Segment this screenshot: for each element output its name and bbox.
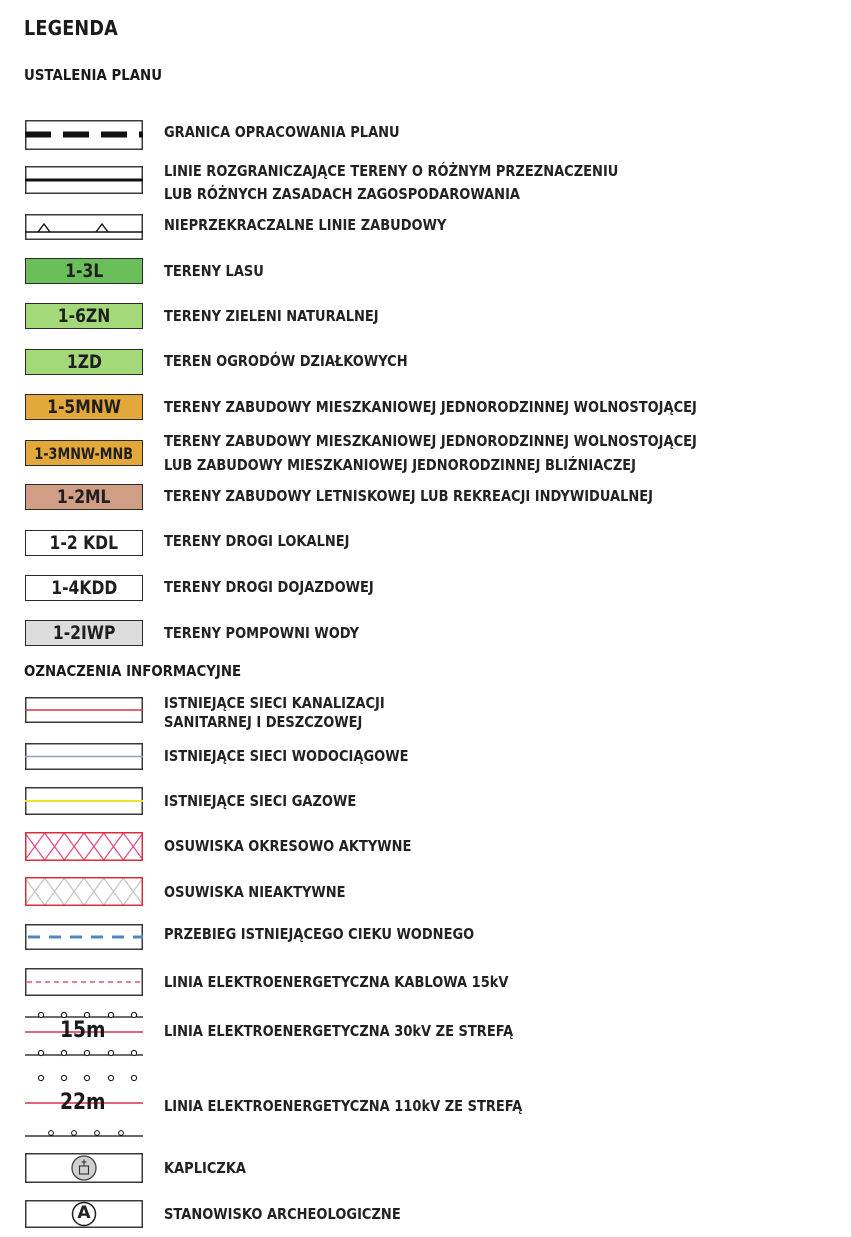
code-box-forest: [25, 258, 143, 284]
label-access-road: TERENY DROGI DOJAZDOWEJ: [164, 578, 374, 596]
gas-network-symbol: [25, 787, 143, 815]
code-box-local-road: [25, 530, 143, 556]
label-gas: ISTNIEJĄCE SIECI GAZOWE: [164, 792, 357, 810]
label-residential: TERENY ZABUDOWY MIESZKANIOWEJ JEDNORODZINNEJ WOLNOSTOJĄCEJ: [164, 398, 697, 416]
label-archaeological-site: STANOWISKO ARCHEOLOGICZNE: [164, 1205, 401, 1223]
water-network-symbol: [25, 743, 143, 770]
label-landslide-inactive: OSUWISKA NIEAKTYWNE: [164, 883, 346, 901]
label-power-30kv: LINIA ELEKTROENERGETYCZNA 30kV ZE STREFĄ: [164, 1022, 514, 1040]
building-lines-symbol: [25, 214, 143, 240]
code-box-residential: [25, 394, 143, 420]
code-box-residential-mixed: [25, 440, 143, 466]
label-sewer-1: ISTNIEJĄCE SIECI KANALIZACJI: [164, 694, 385, 712]
label-summer: TERENY ZABUDOWY LETNISKOWEJ LUB REKREACJI INDYWIDUALNEJ: [164, 487, 654, 505]
dividing-lines-symbol: [25, 166, 143, 194]
code-residential-mixed: 1-3MNW-MNB: [34, 443, 134, 463]
code-residential: 1-5MNW: [47, 396, 121, 418]
label-stream: PRZEBIEG ISTNIEJĄCEGO CIEKU WODNEGO: [164, 925, 475, 943]
code-box-natural-green: [25, 303, 143, 329]
label-residential-mixed-1: TERENY ZABUDOWY MIESZKANIOWEJ JEDNORODZINNEJ WOLNOSTOJĄCEJ: [164, 432, 697, 450]
power-cable-15kv-symbol: [25, 968, 143, 996]
label-dividing-lines-2: LUB RÓŻNYCH ZASADACH ZAGOSPODAROWANIA: [164, 185, 521, 203]
label-plan-boundary: GRANICA OPRACOWANIA PLANU: [164, 123, 400, 141]
code-summer: 1-2ML: [57, 486, 111, 508]
code-pump: 1-2IWP: [52, 622, 116, 644]
label-natural-green: TERENY ZIELENI NATURALNEJ: [164, 307, 379, 325]
chapel-symbol: [25, 1153, 143, 1183]
stream-symbol: [25, 924, 143, 950]
label-dividing-lines-1: LINIE ROZGRANICZAJĄCE TERENY O RÓŻNYM PRZEZNACZENIU: [164, 162, 619, 180]
landslide-active-symbol: [25, 832, 143, 861]
label-sewer-2: SANITARNEJ I DESZCZOWEJ: [164, 713, 363, 731]
code-box-pump: [25, 620, 143, 646]
code-box-access-road: [25, 575, 143, 601]
label-local-road: TERENY DROGI LOKALNEJ: [164, 532, 350, 550]
archaeological-site-letter: A: [77, 1203, 91, 1223]
section-heading-info: OZNACZENIA INFORMACYJNE: [24, 662, 242, 680]
code-box-summer: [25, 484, 143, 510]
label-residential-mixed-2: LUB ZABUDOWY MIESZKANIOWEJ JEDNORODZINNEJ BLIŹNIACZEJ: [164, 456, 637, 474]
sewer-network-symbol: [25, 697, 143, 723]
plan-boundary-symbol: [25, 120, 143, 150]
label-building-lines: NIEPRZEKRACZALNE LINIE ZABUDOWY: [164, 216, 447, 234]
code-box-allotment: [25, 349, 143, 375]
label-allotment: TEREN OGRODÓW DZIAŁKOWYCH: [164, 352, 408, 370]
code-forest: 1-3L: [64, 260, 104, 282]
code-local-road: 1-2 KDL: [49, 532, 119, 554]
legend-title: LEGENDA: [24, 16, 118, 40]
section-heading-plan: USTALENIA PLANU: [24, 66, 163, 84]
zone-width-110kv: 22m: [60, 1090, 106, 1115]
label-chapel: KAPLICZKA: [164, 1159, 247, 1177]
label-landslide-active: OSUWISKA OKRESOWO AKTYWNE: [164, 837, 412, 855]
label-pump: TERENY POMPOWNI WODY: [164, 624, 360, 642]
label-forest: TERENY LASU: [164, 262, 264, 280]
code-access-road: 1-4KDD: [50, 577, 118, 599]
code-allotment: 1ZD: [66, 351, 102, 373]
label-power-15kv: LINIA ELEKTROENERGETYCZNA KABLOWA 15kV: [164, 973, 509, 991]
label-power-110kv: LINIA ELEKTROENERGETYCZNA 110kV ZE STREFĄ: [164, 1097, 523, 1115]
code-natural-green: 1-6ZN: [57, 305, 111, 327]
zone-width-30kv: 15m: [60, 1018, 106, 1043]
label-water: ISTNIEJĄCE SIECI WODOCIĄGOWE: [164, 747, 409, 765]
landslide-inactive-symbol: [25, 877, 143, 906]
